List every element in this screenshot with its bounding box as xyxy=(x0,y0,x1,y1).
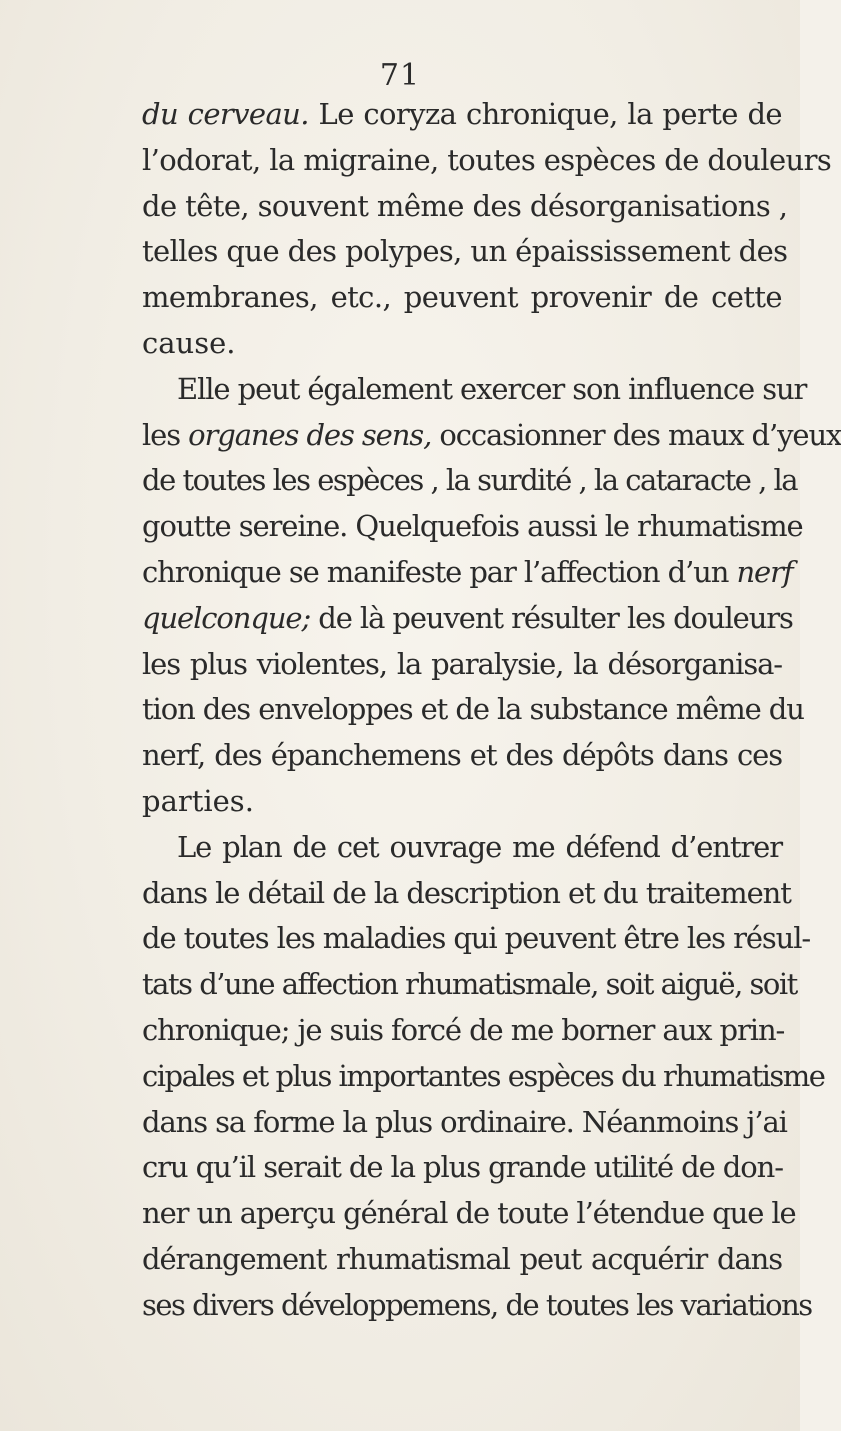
page-number: 71 xyxy=(379,58,421,93)
text-run: de toutes les espèces , la surdité , la cataracte , la xyxy=(142,463,798,498)
text-run: dérangement rhumatismal peut acquérir dans xyxy=(142,1241,782,1276)
text-line xyxy=(142,1283,812,1329)
text-line xyxy=(142,550,793,596)
text-run: cause. xyxy=(142,325,236,360)
text-run: telles que des polypes, un épaississement des xyxy=(142,234,788,269)
text-run: goutte sereine. Quelquefois aussi le rhumatisme xyxy=(142,509,803,544)
italic-text: du cerveau. xyxy=(142,97,309,131)
text-line xyxy=(142,413,841,459)
text-run: tats d’une affection rhumatismale, soit aiguë, soit xyxy=(142,967,797,1002)
text-run: les plus violentes, la paralysie, la désorganisa- xyxy=(142,646,782,681)
text-run: occasionner des maux d’yeux xyxy=(431,417,841,452)
paragraph-start-line xyxy=(142,825,782,871)
text-run: de tête, souvent même des désorganisations , xyxy=(142,188,788,223)
text-line xyxy=(142,184,788,230)
text-line xyxy=(142,596,793,642)
text-line xyxy=(142,458,798,504)
text-line xyxy=(142,1237,782,1283)
text-line xyxy=(142,1145,782,1191)
text-line xyxy=(142,642,782,688)
text-line xyxy=(142,504,803,550)
text-line xyxy=(142,138,832,184)
text-line xyxy=(142,1008,785,1054)
text-run: chronique se manifeste par l’affection d’un xyxy=(142,554,737,589)
text-run: les xyxy=(142,417,189,452)
italic-text: quelconque; xyxy=(142,600,311,635)
text-line xyxy=(142,321,782,367)
text-run: dans le détail de la description et du traitement xyxy=(142,875,791,910)
text-run: membranes, etc., peuvent provenir de cette xyxy=(142,280,782,315)
text-run: tion des enveloppes et de la substance même du xyxy=(142,692,804,727)
text-run: chronique; je suis forcé de me borner aux prin- xyxy=(142,1012,785,1047)
body-text xyxy=(142,92,841,1329)
paragraph-start-line xyxy=(142,367,807,413)
text-line xyxy=(142,229,788,275)
text-line xyxy=(142,916,811,962)
text-line xyxy=(142,687,804,733)
text-line xyxy=(142,779,782,825)
text-line xyxy=(142,962,797,1008)
text-run: Elle peut également exercer son influence sur xyxy=(177,371,807,406)
text-line xyxy=(142,1191,796,1237)
italic-text: organes des sens, xyxy=(188,417,432,452)
text-run: dans sa forme la plus ordinaire. Néanmoins j’ai xyxy=(142,1104,787,1139)
text-run: nerf, des épanchemens et des dépôts dans ces xyxy=(142,738,782,773)
text-line xyxy=(142,1054,825,1100)
text-line xyxy=(142,871,791,917)
text-line xyxy=(142,275,782,321)
text-run: cru qu’il serait de la plus grande utilité de don- xyxy=(142,1150,783,1185)
text-line xyxy=(142,1100,787,1146)
text-run: cipales et plus importantes espèces du rhumatisme xyxy=(142,1058,825,1093)
italic-text: nerf xyxy=(736,554,793,589)
text-run: parties. xyxy=(142,783,254,818)
text-run: de là peuvent résulter les douleurs xyxy=(310,600,793,635)
text-run: ner un aperçu général de toute l’étendue que le xyxy=(142,1196,796,1231)
text-run: de toutes les maladies qui peuvent être les résul- xyxy=(142,921,811,956)
text-run: ses divers développemens, de toutes les variations xyxy=(142,1287,812,1322)
text-line xyxy=(142,92,782,138)
text-run: l’odorat, la migraine, toutes espèces de douleurs xyxy=(142,142,832,177)
text-run: Le plan de cet ouvrage me défend d’entrer xyxy=(177,829,782,864)
text-run: Le coryza chronique, la perte de xyxy=(308,97,782,131)
text-line xyxy=(142,733,782,779)
